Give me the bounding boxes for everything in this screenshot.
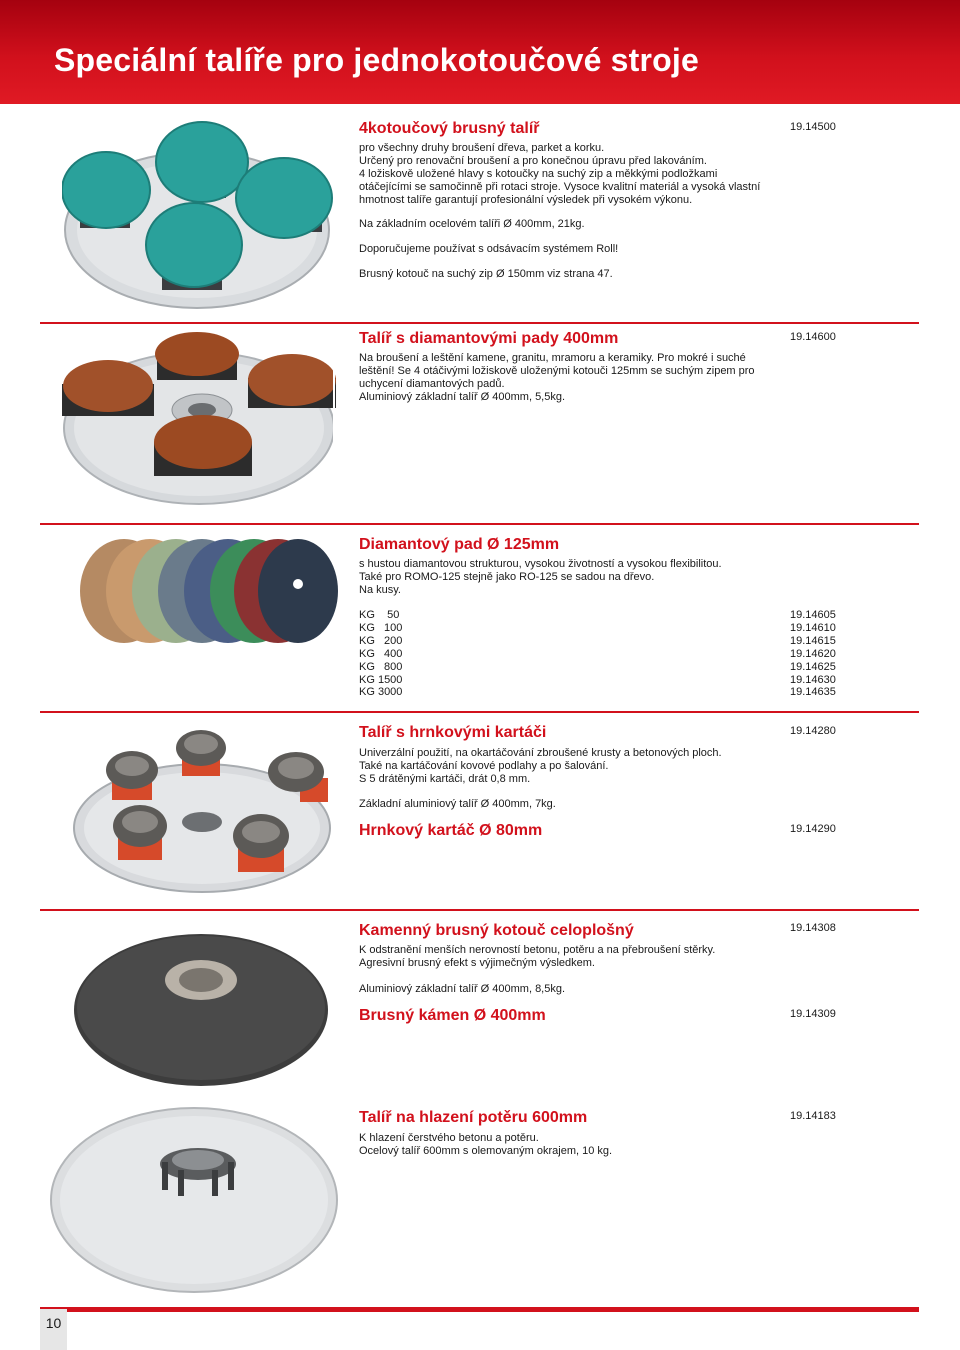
description-line: Na kusy. xyxy=(359,584,401,596)
grade-item: KG 200 xyxy=(359,634,403,647)
grade-item: KG 1500 xyxy=(359,673,403,686)
product-code: 19.14610 xyxy=(790,621,836,634)
product-code: 19.14620 xyxy=(790,647,836,660)
section-description xyxy=(359,352,784,404)
product-image-diamond-pad-plate xyxy=(62,332,340,510)
description-line: pro všechny druhy broušení dřeva, parket a korku. xyxy=(359,142,605,154)
product-code: 19.14615 xyxy=(790,634,836,647)
section-divider xyxy=(40,711,919,713)
description-line: K hlazení čerstvého betonu a potěru. xyxy=(359,1132,539,1144)
grade-item: KG 800 xyxy=(359,660,403,673)
section-title: Talíř na hlazení potěru 600mm xyxy=(359,1109,588,1126)
product-code: 19.14625 xyxy=(790,660,836,673)
product-code: 19.14280 xyxy=(790,725,836,737)
grade-list xyxy=(359,609,402,699)
description-line: uchycení diamantových padů. xyxy=(359,378,505,390)
grade-item: KG 400 xyxy=(359,647,403,660)
description-line: Také pro ROMO-125 stejně jako RO-125 se sadou na dřevo. xyxy=(359,571,655,583)
description-line: Ocelový talíř 600mm s olemovaným okrajem, 10 kg. xyxy=(359,1145,613,1157)
description-line: Na broušení a leštění kamene, granitu, mramoru a keramiky. Pro mokré i suché xyxy=(359,352,746,364)
description-line: K odstranění menších nerovností betonu, potěru a na přebroušení stěrky. xyxy=(359,944,716,956)
section-divider xyxy=(40,523,919,525)
product-image-stone-grinding-disc xyxy=(72,920,330,1090)
page-number: 10 xyxy=(40,1309,67,1350)
description-line: s hustou diamantovou strukturou, vysokou životností a vysokou flexibilitou. xyxy=(359,558,722,570)
product-code: 19.14309 xyxy=(790,1008,836,1020)
section-divider xyxy=(40,909,919,911)
product-code: 19.14183 xyxy=(790,1110,836,1122)
product-image-4-disc-sanding-plate xyxy=(62,118,342,318)
section-title: Talíř s hrnkovými kartáči xyxy=(359,724,547,741)
grade-code-list xyxy=(790,609,836,699)
section-title: 4kotoučový brusný talíř xyxy=(359,120,540,137)
product-code: 19.14630 xyxy=(790,673,836,686)
section-description xyxy=(359,944,779,970)
product-code: 19.14290 xyxy=(790,823,836,835)
page-header xyxy=(0,0,960,104)
section-note: Brusný kotouč na suchý zip Ø 150mm viz strana 47. xyxy=(359,268,613,280)
section-divider xyxy=(40,322,919,324)
grade-item: KG 100 xyxy=(359,621,403,634)
description-line: otáčejícími se samočinně při rotaci stroje. Vysoce kvalitní materiál a vysoká vlastní xyxy=(359,181,761,193)
section-note: Na základním ocelovém talíři Ø 400mm, 21kg. xyxy=(359,218,585,230)
description-line: Aluminiový základní talíř Ø 400mm, 5,5kg. xyxy=(359,391,566,403)
section-title: Kamenný brusný kotouč celoplošný xyxy=(359,922,634,939)
product-code: 19.14600 xyxy=(790,331,836,343)
description-line: S 5 drátěnými kartáči, drát 0,8 mm. xyxy=(359,773,531,785)
section-description xyxy=(359,1132,779,1158)
section-note: Doporučujeme používat s odsávacím systémem Roll! xyxy=(359,243,619,255)
product-code: 19.14605 xyxy=(790,609,836,621)
description-line: leštění! Se 4 otáčivými ložiskově uloženými kotouči 125mm se suchým zipem pro xyxy=(359,365,755,377)
product-image-diamond-pads xyxy=(66,536,340,646)
section-title: Talíř s diamantovými pady 400mm xyxy=(359,330,619,347)
description-line: Agresivní brusný efekt s výjimečným výsledkem. xyxy=(359,957,595,969)
product-image-screed-smoothing-plate xyxy=(48,1104,340,1294)
section-note: Základní aluminiový talíř Ø 400mm, 7kg. xyxy=(359,798,556,810)
product-code: 19.14308 xyxy=(790,922,836,934)
description-line: hmotnost talíře garantují profesionální výsledek při vysokém výkonu. xyxy=(359,194,693,206)
grade-item: KG 3000 xyxy=(359,686,403,699)
description-line: 4 ložiskově uložené hlavy s kotoučky na suchý zip a měkkými podložkami xyxy=(359,168,718,180)
page-title: Speciální talíře pro jednokotoučové stroje xyxy=(54,42,699,78)
section-subtitle: Hrnkový kartáč Ø 80mm xyxy=(359,822,543,839)
section-title: Diamantový pad Ø 125mm xyxy=(359,536,560,553)
section-description xyxy=(359,558,779,597)
section-subtitle: Brusný kámen Ø 400mm xyxy=(359,1007,546,1024)
section-note: Aluminiový základní talíř Ø 400mm, 8,5kg. xyxy=(359,983,566,995)
footer-bar xyxy=(40,1307,919,1312)
grade-item: KG 50 xyxy=(359,609,400,621)
product-image-cup-brush-plate xyxy=(70,726,336,898)
description-line: Univerzální použití, na okartáčování zbroušené krusty a betonových ploch. xyxy=(359,747,722,759)
section-description xyxy=(359,142,779,207)
product-code: 19.14635 xyxy=(790,686,836,699)
description-line: Také na kartáčování kovové podlahy a po šalování. xyxy=(359,760,609,772)
section-description xyxy=(359,747,779,786)
product-code: 19.14500 xyxy=(790,121,836,133)
description-line: Určený pro renovační broušení a pro konečnou úpravu před lakováním. xyxy=(359,155,707,167)
